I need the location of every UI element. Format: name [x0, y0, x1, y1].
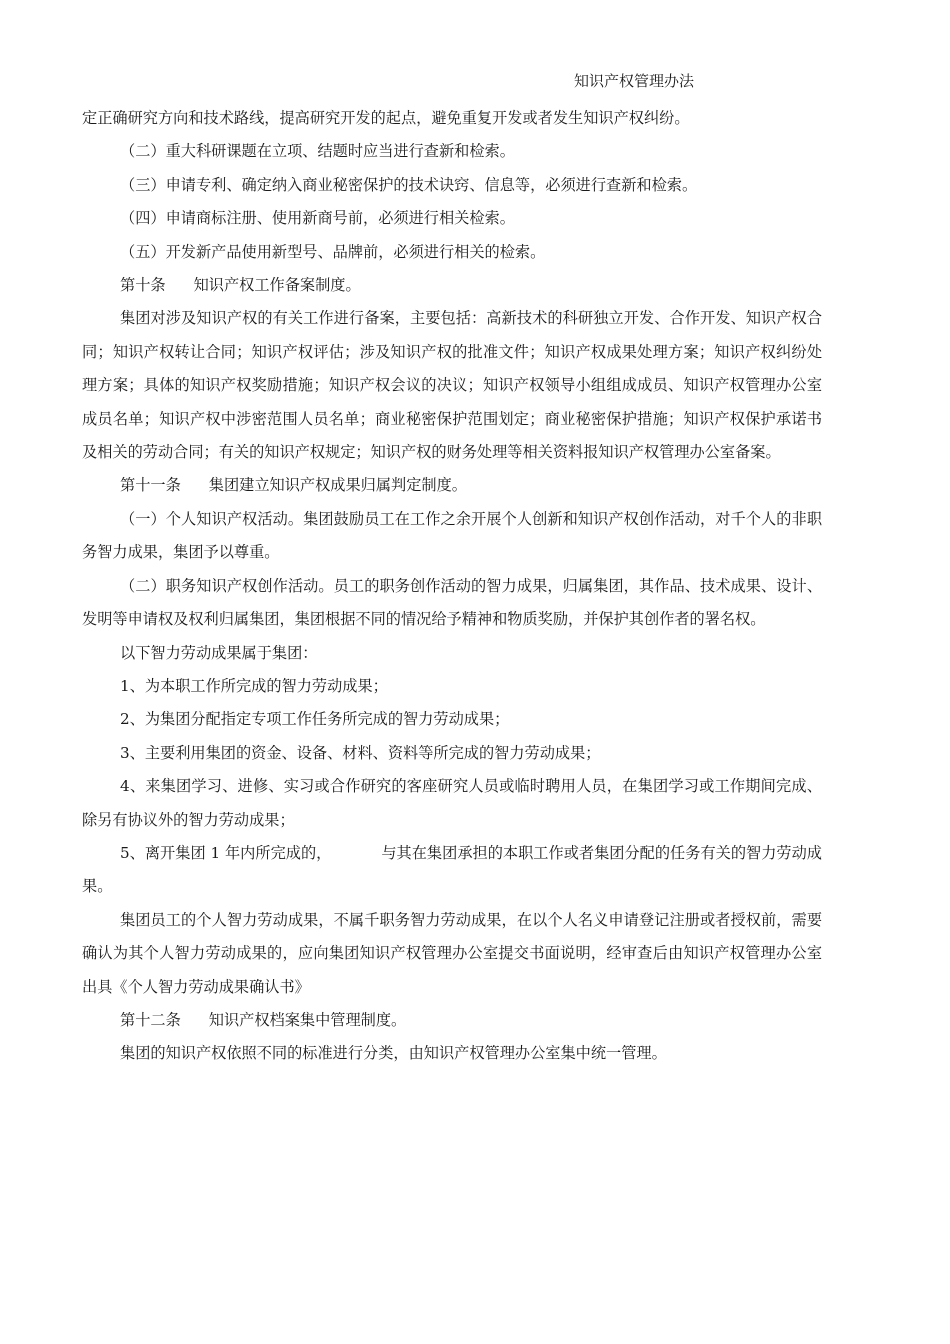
article-11-item-1: （一）个人知识产权活动。集团鼓励员工在工作之余开展个人创新和知识产权创作活动，对千个人的非职务智力成果，集团予以尊重。 — [82, 509, 822, 562]
paragraph-item-4: （四）申请商标注册、使用新商号前，必须进行相关检索。 — [120, 209, 515, 228]
result-item-4: 4、来集团学习、进修、实习或合作研究的客座研究人员或临时聘用人员，在集团学习或工作期间完成、除另有协议外的智力劳动成果； — [82, 777, 822, 829]
personal-results-paragraph: 集团员工的个人智力劳动成果，不属千职务智力劳动成果，在以个人名义申请登记注册或者授权前，需要确认为其个人智力劳动成果的，应向集团知识产权管理办公室提交书面说明，经审查后由知识产权管理办公室出具《个人智力劳动成果确认书》 — [82, 910, 822, 996]
article-10-title: 知识产权工作备案制度。 — [193, 276, 361, 295]
result-item-2: 2、为集团分配指定专项工作任务所完成的智力劳动成果； — [120, 710, 510, 729]
article-11-title: 集团建立知识产权成果归属判定制度。 — [208, 476, 467, 495]
paragraph-continuation: 定正确研究方向和技术路线，提高研究开发的起点，避免重复开发或者发生知识产权纠纷。 — [82, 109, 690, 127]
results-intro: 以下智力劳动成果属于集团： — [120, 643, 318, 662]
article-11-heading — [82, 469, 822, 502]
article-12-heading — [82, 1004, 822, 1037]
paragraph-item-2: （二）重大科研课题在立项、结题时应当进行查新和检索。 — [120, 142, 515, 161]
result-item-5 — [82, 837, 822, 904]
article-11-item-2: （二）职务知识产权创作活动。员工的职务创作活动的智力成果，归属集团，其作品、技术成果、设计、发明等申请权及权利归属集团，集团根据不同的情况给予精神和物质奖励，并保护其创作者的署名权。 — [82, 576, 822, 629]
paragraph-item-5: （五）开发新产品使用新型号、品牌前，必须进行相关的检索。 — [120, 242, 546, 261]
article-10-number: 第十条 — [120, 276, 166, 295]
result-item-3: 3、主要利用集团的资金、设备、材料、资料等所完成的智力劳动成果； — [120, 743, 601, 762]
article-12-body: 集团的知识产权依照不同的标准进行分类，由知识产权管理办公室集中统一管理。 — [120, 1044, 667, 1063]
running-header: 知识产权管理办法 — [574, 72, 695, 90]
article-10-body: 集团对涉及知识产权的有关工作进行备案，主要包括：高新技术的科研独立开发、合作开发、知识产权合同；知识产权转让合同；知识产权评估；涉及知识产权的批准文件；知识产权成果处理方案；知识产权纠纷处理方案；具体的知识产权奖励措施；知识产权会议的决议；知识产权领导小组组成成员、知识产权管理办公室成员名单；知识产权中涉密范围人员名单；商业秘密保护范围划定；商业秘密保护措施；知识产权保护承诺书及相关的劳动合同；有关的知识产权规定；知识产权的财务处理等相关资料报知识产权管理办公室备案。 — [82, 309, 822, 462]
article-11-number: 第十一条 — [120, 476, 181, 495]
article-10-heading — [82, 269, 822, 302]
document-body — [82, 102, 822, 1071]
paragraph-item-3: （三）申请专利、确定纳入商业秘密保护的技术诀窍、信息等，必须进行查新和检索。 — [120, 175, 698, 194]
result-item-5-part-b: 与其在集团承担的本职工作或者集团分配的任务有关的智力劳动成果。 — [82, 843, 822, 896]
result-item-1: 1、为本职工作所完成的智力劳动成果； — [120, 676, 388, 695]
article-12-number: 第十二条 — [120, 1010, 181, 1029]
result-item-5-part-a: 5、离开集团 1 年内所完成的， — [120, 843, 332, 862]
article-12-title: 知识产权档案集中管理制度。 — [208, 1010, 407, 1029]
